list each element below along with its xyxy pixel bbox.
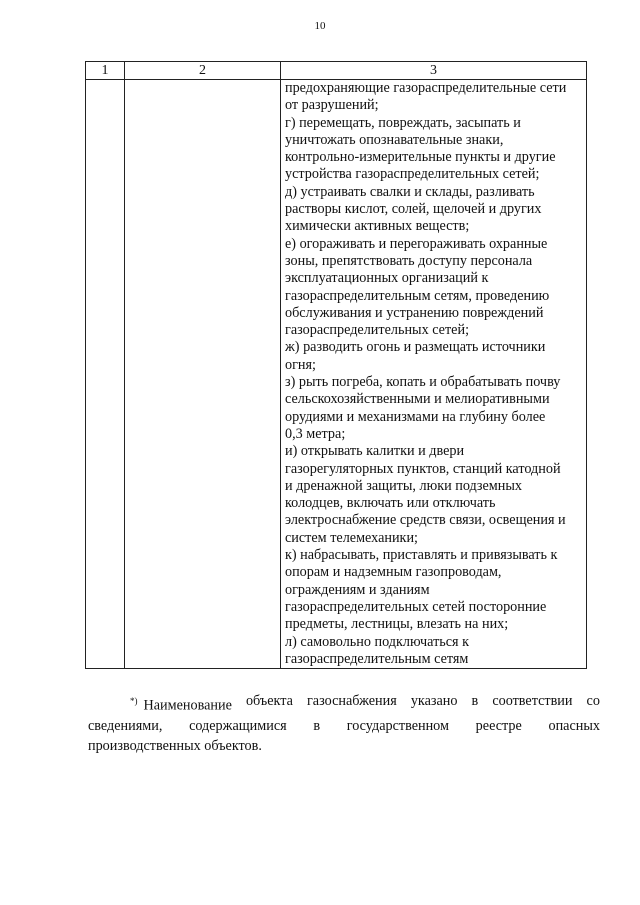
text-line: предохраняющие газораспределительные сети: [285, 80, 567, 96]
text-line: газораспределительных сетей посторонние: [285, 598, 547, 615]
text-line: л) самовольно подключаться к: [285, 633, 470, 650]
footnote-word: указано: [410, 693, 458, 709]
text-line: устройства газораспределительных сетей;: [285, 166, 540, 183]
text-line: г) перемещать, повреждать, засыпать и: [285, 114, 521, 131]
table-row: [86, 80, 587, 669]
prohibitions-text: [281, 80, 586, 668]
text-line: предметы, лестницы, влезать на них;: [285, 616, 509, 633]
text-line: ж) разводить огонь и размещать источники: [285, 339, 546, 356]
text-line: контрольно-измерительные пункты и другие: [285, 149, 556, 166]
footnote-line-1: [88, 691, 600, 716]
text-line: и дренажной защиты, люки подземных: [285, 477, 522, 494]
text-line: газорегуляторных пунктов, станций катодной: [285, 460, 561, 477]
text-line: обслуживания и устранению повреждений: [285, 304, 544, 321]
text-line: орудиями и механизмами на глубину более: [285, 408, 546, 425]
text-line: уничтожать опознавательные знаки,: [285, 131, 504, 148]
footnote-word: в: [471, 693, 479, 709]
text-line: колодцев, включать или отключать: [285, 495, 496, 512]
footnote-line-2: [88, 716, 600, 736]
table-cell-col-2: [125, 80, 281, 669]
footnote-word: опасных: [548, 717, 600, 734]
text-line: к) набрасывать, приставлять и привязывать к: [285, 547, 558, 564]
text-line: и) открывать калитки и двери: [285, 443, 465, 460]
text-line: химически активных веществ;: [285, 218, 470, 235]
table-header-col-3: 3: [281, 62, 587, 80]
text-line: электроснабжение средств связи, освещения и: [285, 512, 566, 529]
table-cell-col-3: [281, 80, 587, 669]
text-line: огня;: [285, 356, 316, 373]
text-line: зоны, препятствовать доступу персонала: [285, 252, 533, 269]
text-line: газораспределительным сетям: [285, 650, 469, 667]
text-line: растворы кислот, солей, щелочей и других: [285, 201, 542, 218]
footnote-word: со: [586, 693, 600, 709]
text-line: от разрушений;: [285, 97, 379, 114]
text-line: 0,3 метра;: [285, 425, 346, 442]
table-header-row: [86, 62, 587, 80]
text-line: ограждениям и зданиям: [285, 581, 430, 598]
table-header-col-1: 1: [86, 62, 125, 80]
text-line: газораспределительным сетям, проведению: [285, 287, 550, 304]
footnote-word: в: [313, 717, 321, 734]
footnote-line-3: производственных объектов.: [88, 737, 262, 754]
text-line: опорам и надземным газопроводам,: [285, 564, 502, 581]
footnote-word: государственном: [346, 717, 449, 734]
content-table: [85, 61, 587, 669]
footnote-word: объекта: [245, 693, 293, 709]
footnote-word: Наименование: [143, 697, 232, 714]
text-line: систем телемеханики;: [285, 529, 418, 546]
page-number: 10: [314, 20, 326, 32]
footnote: [88, 691, 600, 756]
footnote-word: сведениями,: [88, 717, 163, 734]
text-line: д) устраивать свалки и склады, разливать: [285, 183, 535, 200]
text-line: е) огораживать и перегораживать охранные: [285, 235, 548, 252]
text-line: з) рыть погреба, копать и обрабатывать почву: [285, 374, 561, 391]
table-cell-col-1: [86, 80, 125, 669]
text-line: эксплуатационных организаций к: [285, 270, 489, 287]
table-header-col-2: 2: [125, 62, 281, 80]
text-line: сельскохозяйственными и мелиоративными: [285, 391, 550, 408]
text-line: газораспределительных сетей;: [285, 322, 470, 339]
footnote-marker: *): [130, 696, 138, 706]
footnote-word: содержащимися: [189, 717, 287, 734]
footnote-word: соответствии: [492, 693, 573, 709]
footnote-word: газоснабжения: [306, 693, 397, 709]
footnote-word: реестре: [475, 717, 522, 734]
